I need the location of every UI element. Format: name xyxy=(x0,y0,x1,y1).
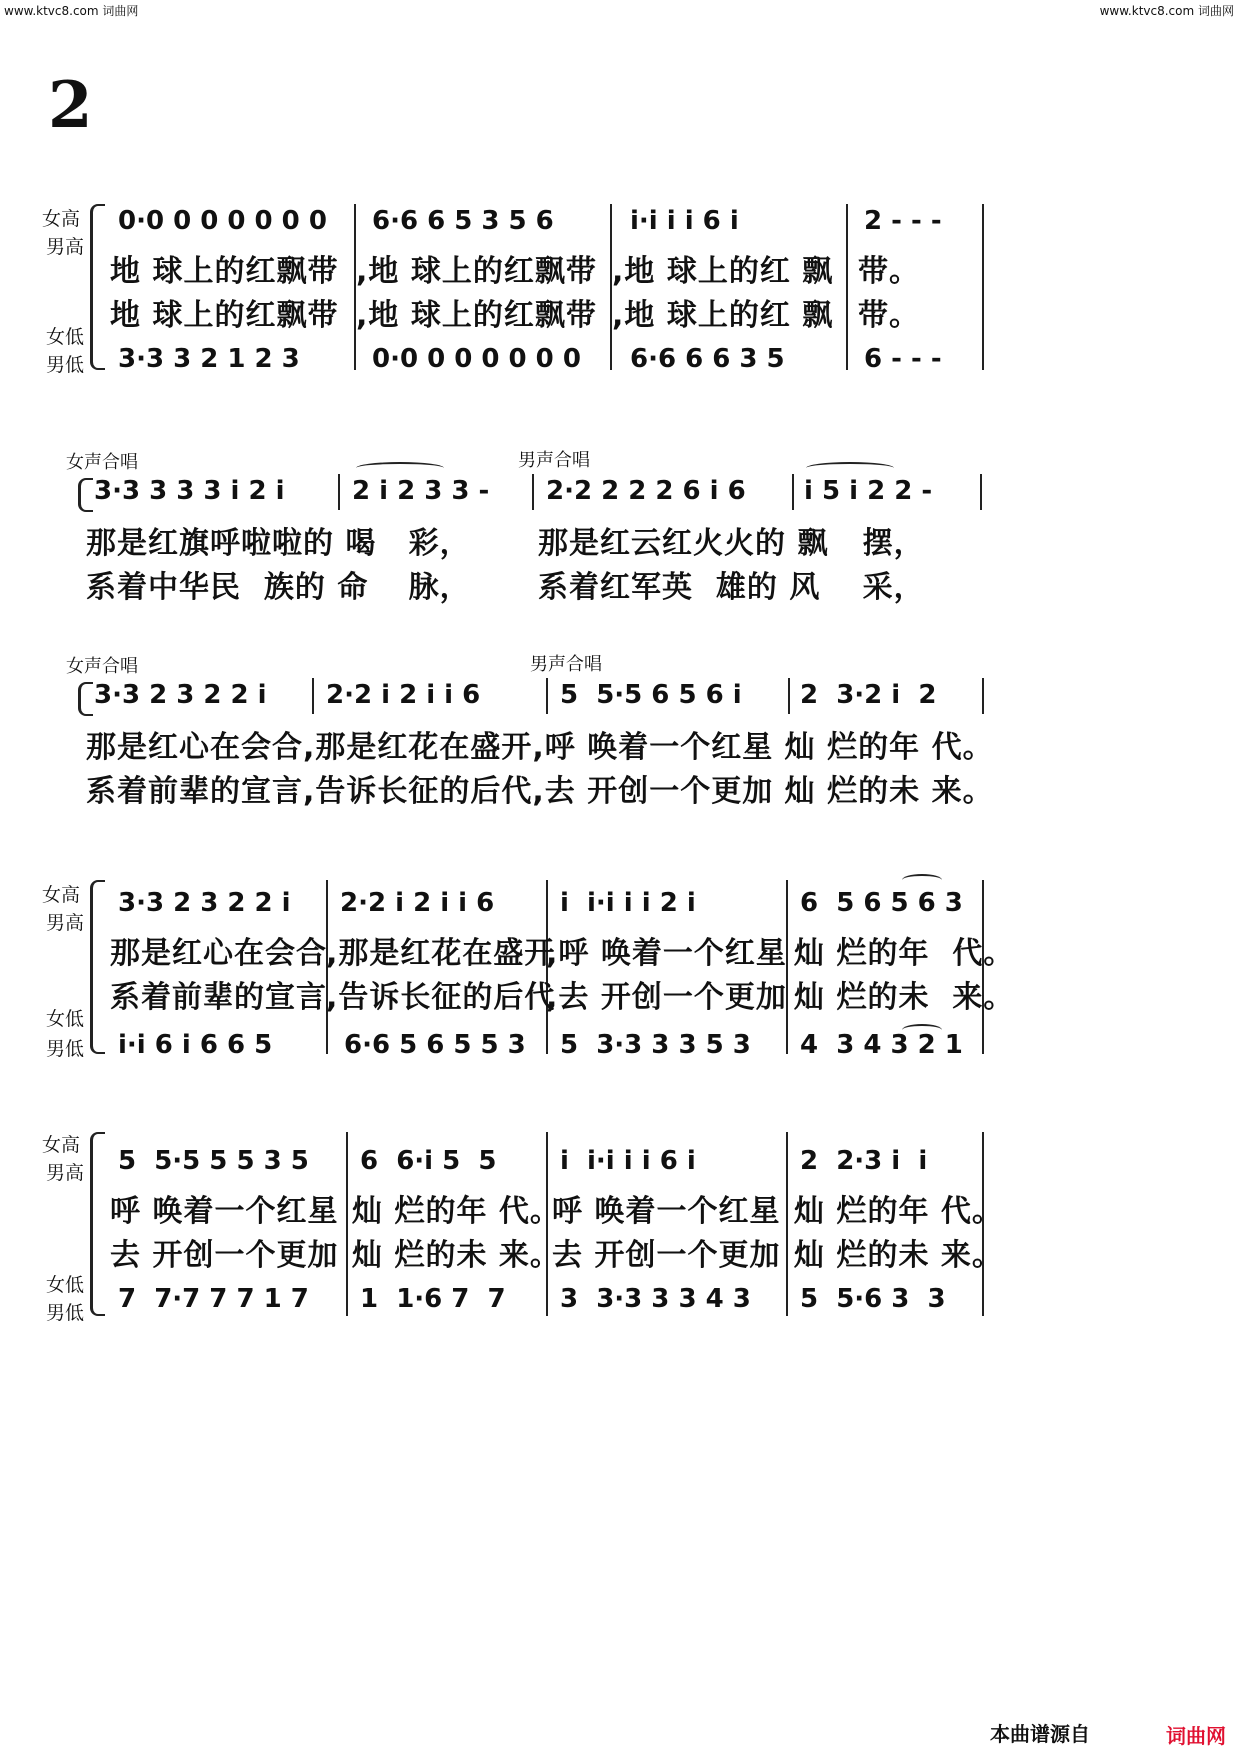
footer-logo[interactable]: 词曲网 xyxy=(1166,1724,1226,1748)
notes-bar: 2 - - - xyxy=(864,206,942,236)
lyric-line: 系着前辈的宣言,告诉长征的后代,去 开创一个更加 灿 烂的未 来。 xyxy=(86,774,994,809)
lyric-line: 那是红心在会合,那是红花在盛开,呼 唤着一个红星 灿 烂的年 代。 xyxy=(86,730,994,765)
lyric-line: 系着红军英 雄的 风 xyxy=(538,570,821,605)
lyric-line: 带。 xyxy=(858,298,920,333)
label-bass: 男低 xyxy=(46,1038,85,1060)
system-brace xyxy=(78,478,93,512)
lyric-line: 那是红旗呼啦啦的 喝 xyxy=(86,526,377,561)
lyric-line: 带。 xyxy=(858,254,920,289)
notes-bar: 2·2 i 2 i i 6 xyxy=(326,680,481,710)
barline xyxy=(788,678,790,714)
notes-bar: 0·0 0 0 0 0 0 0 xyxy=(372,344,581,374)
notes-bar: 2 2·3 i i xyxy=(800,1146,928,1176)
barline xyxy=(338,474,340,510)
lyric-line: 呼 唤着一个红星 xyxy=(552,1194,781,1229)
label-soprano: 女高 xyxy=(42,1134,81,1156)
barline xyxy=(980,474,982,510)
barline xyxy=(982,678,984,714)
notes-bar: 6 5 6 5 6 3 xyxy=(800,888,963,918)
system-brace xyxy=(90,880,105,1054)
lyric-line: 脉， xyxy=(340,570,471,605)
notes-bar: 3·3 3 3 3 i 2 i xyxy=(94,476,285,506)
lyric-line: ,地 球上的红 飘 xyxy=(612,254,834,289)
notes-bar: i·i 6 i 6 6 5 xyxy=(118,1030,273,1060)
notes-bar: 6·6 6 6 3 5 xyxy=(630,344,785,374)
notes-bar: 2·2 i 2 i i 6 xyxy=(340,888,495,918)
notes-bar: 6 - - - xyxy=(864,344,942,374)
lyric-line: 灿 烂的年 代。 xyxy=(794,1194,1003,1229)
barline xyxy=(982,204,984,370)
section-label-men: 男声合唱 xyxy=(530,654,602,675)
lyric-line: 灿 烂的年 代。 xyxy=(352,1194,561,1229)
barline xyxy=(846,204,848,370)
notes-bar: i i·i i i 2 i xyxy=(560,888,696,918)
barline xyxy=(312,678,314,714)
lyric-line: 灿 烂的未 来。 xyxy=(794,1238,1003,1273)
notes-bar: 3·3 2 3 2 2 i xyxy=(118,888,291,918)
system-brace xyxy=(78,682,93,716)
notes-bar: 6·6 6 5 3 5 6 xyxy=(372,206,554,236)
lyric-line: ,那是红花在盛开 xyxy=(326,936,556,971)
label-bass: 男低 xyxy=(46,1302,85,1324)
notes-bar: 2·2 2 2 2 6 i 6 xyxy=(546,476,746,506)
system-brace xyxy=(90,1132,105,1316)
notes-bar: 5 3·3 3 3 5 3 xyxy=(560,1030,751,1060)
lyric-line: 呼 唤着一个红星 xyxy=(110,1194,339,1229)
header-left: www.ktvc8.com 词曲网 xyxy=(4,4,139,18)
slur xyxy=(806,462,894,474)
notes-bar: 4 3 4 3 2 1 xyxy=(800,1030,963,1060)
notes-bar: 2 3·2 i 2 xyxy=(800,680,937,710)
notes-bar: 1 1·6 7 7 xyxy=(360,1284,506,1314)
notes-bar: 7 7·7 7 7 1 7 xyxy=(118,1284,309,1314)
lyric-line: 灿 烂的未 来。 xyxy=(794,980,1015,1015)
label-alto: 女低 xyxy=(46,1008,85,1030)
notes-bar: 3·3 2 3 2 2 i xyxy=(94,680,267,710)
lyric-line: ,地 球上的红飘带 xyxy=(356,254,597,289)
lyric-line: 灿 烂的未 来。 xyxy=(352,1238,561,1273)
section-label-women: 女声合唱 xyxy=(66,452,138,473)
lyric-line: 系着前辈的宣言 xyxy=(110,980,327,1015)
notes-bar: 2 i 2 3 3 - xyxy=(352,476,490,506)
lyric-line: 摆， xyxy=(794,526,925,561)
notes-bar: 5 5·5 6 5 6 i xyxy=(560,680,742,710)
section-label-men: 男声合唱 xyxy=(518,450,590,471)
lyric-line: ,呼 唤着一个红星 xyxy=(546,936,787,971)
label-tenor: 男高 xyxy=(46,236,85,258)
barline xyxy=(546,678,548,714)
barline xyxy=(786,1132,788,1316)
label-bass: 男低 xyxy=(46,354,85,376)
lyric-line: 地 球上的红飘带 xyxy=(110,254,339,289)
header-right: www.ktvc8.com 词曲网 xyxy=(1099,4,1234,18)
label-soprano: 女高 xyxy=(42,208,81,230)
lyric-line: ,地 球上的红 飘 xyxy=(612,298,834,333)
page-number: 2 xyxy=(48,68,93,143)
label-alto: 女低 xyxy=(46,326,85,348)
lyric-line: 那是红云红火火的 飘 xyxy=(538,526,829,561)
notes-bar: i 5 i 2 2 - xyxy=(804,476,933,506)
lyric-line: 去 开创一个更加 xyxy=(110,1238,339,1273)
lyric-line: 去 开创一个更加 xyxy=(552,1238,781,1273)
label-alto: 女低 xyxy=(46,1274,85,1296)
notes-bar: 3·3 3 2 1 2 3 xyxy=(118,344,300,374)
lyric-line: ,去 开创一个更加 xyxy=(546,980,787,1015)
barline xyxy=(792,474,794,510)
lyric-line: 灿 烂的年 代。 xyxy=(794,936,1015,971)
notes-bar: i·i i i 6 i xyxy=(630,206,739,236)
notes-bar: 0·0 0 0 0 0 0 0 xyxy=(118,206,327,236)
barline xyxy=(346,1132,348,1316)
lyric-line: 彩， xyxy=(340,526,471,561)
lyric-line: 地 球上的红飘带 xyxy=(110,298,339,333)
barline xyxy=(532,474,534,510)
notes-bar: 6·6 5 6 5 5 3 xyxy=(344,1030,526,1060)
notes-bar: 5 5·6 3 3 xyxy=(800,1284,946,1314)
lyric-line: 采， xyxy=(794,570,925,605)
section-label-women: 女声合唱 xyxy=(66,656,138,677)
label-soprano: 女高 xyxy=(42,884,81,906)
notes-bar: i i·i i i 6 i xyxy=(560,1146,696,1176)
lyric-line: 那是红心在会合 xyxy=(110,936,327,971)
lyric-line: ,地 球上的红飘带 xyxy=(356,298,597,333)
footer-source: 本曲谱源自 xyxy=(990,1722,1090,1746)
notes-bar: 5 5·5 5 5 3 5 xyxy=(118,1146,309,1176)
notes-bar: 3 3·3 3 3 4 3 xyxy=(560,1284,751,1314)
notes-bar: 6 6·i 5 5 xyxy=(360,1146,497,1176)
lyric-line: ,告诉长征的后代 xyxy=(326,980,556,1015)
system-brace xyxy=(90,204,105,370)
lyric-line: 系着中华民 族的 命 xyxy=(86,570,369,605)
slur xyxy=(356,462,444,474)
label-tenor: 男高 xyxy=(46,1162,85,1184)
slur xyxy=(902,874,942,886)
label-tenor: 男高 xyxy=(46,912,85,934)
